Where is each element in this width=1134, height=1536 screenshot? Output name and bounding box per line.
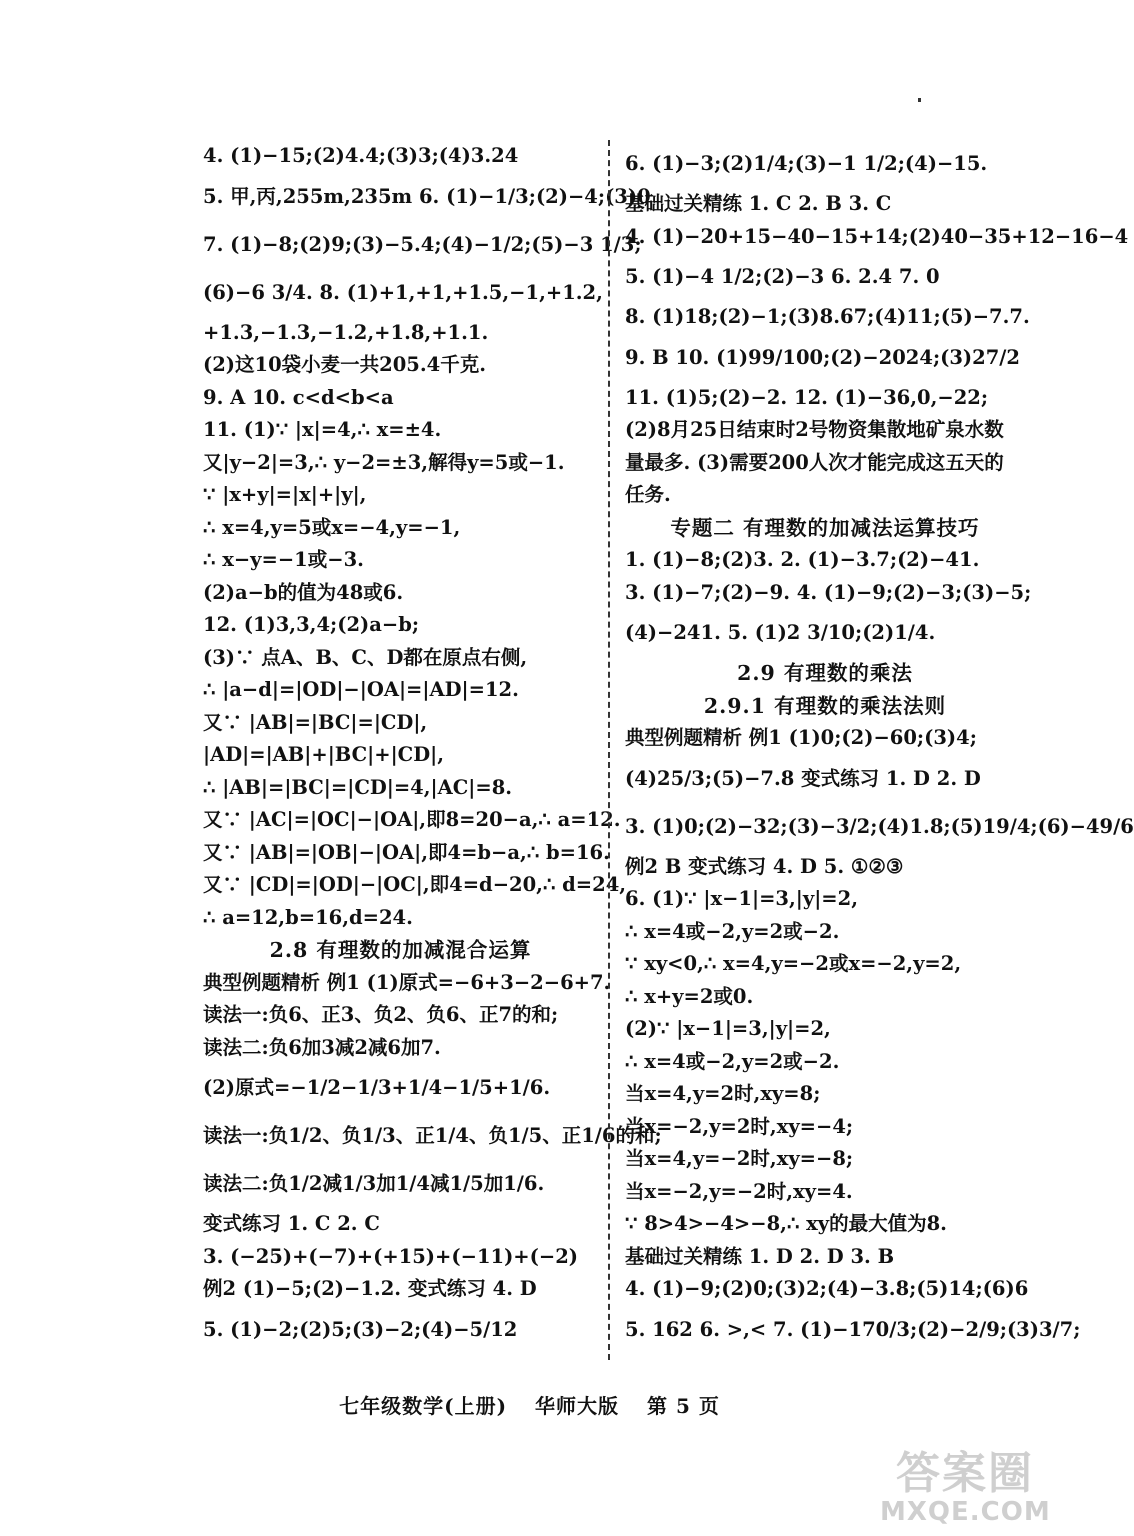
answer-line: 读法二:负6加3减2减6加7.	[203, 1035, 441, 1059]
speck	[918, 98, 921, 102]
answer-line: 又∵ |AB|=|BC|=|CD|,	[203, 710, 428, 734]
watermark-logo	[880, 1450, 1050, 1530]
answer-line: 4. (1)−9;(2)0;(3)2;(4)−3.8;(5)14;(6)6	[625, 1277, 1029, 1300]
answer-line: 9. B 10. (1)99/100;(2)−2024;(3)27/2	[625, 345, 1020, 369]
answer-line: 3. (1)−7;(2)−9. 4. (1)−9;(2)−3;(3)−5;	[625, 580, 1032, 604]
answer-line: 当x=−2,y=2时,xy=−4;	[625, 1114, 854, 1138]
answer-line: +1.3,−1.3,−1.2,+1.8,+1.1.	[203, 320, 489, 344]
answer-line: 1. (1)−8;(2)3. 2. (1)−3.7;(2)−41.	[625, 548, 980, 571]
answer-line: 读法二:负1/2减1/3加1/4减1/5加1/6.	[203, 1172, 545, 1195]
answer-line: 11. (1)5;(2)−2. 12. (1)−36,0,−22;	[625, 385, 989, 409]
answer-line: ∴ |a−d|=|OD|−|OA|=|AD|=12.	[203, 678, 519, 701]
answer-line: (3)∵ 点A、B、C、D都在原点右侧,	[203, 645, 528, 669]
watermark-url: MXQE.COM	[880, 1497, 1051, 1527]
answer-line: 基础过关精练 1. D 2. D 3. B	[625, 1244, 895, 1268]
answer-line: 5. 甲,丙,255m,235m 6. (1)−1/3;(2)−4;(3)0	[203, 184, 651, 208]
answer-line: 当x=4,y=2时,xy=8;	[625, 1082, 821, 1105]
answer-line: ∵ xy<0,∴ x=4,y=−2或x=−2,y=2,	[625, 952, 962, 975]
answer-line: 12. (1)3,3,4;(2)a−b;	[203, 613, 420, 636]
answer-line: 又∵ |AB|=|OB|−|OA|,即4=b−a,∴ b=16.	[203, 840, 610, 864]
answer-line: 例2 (1)−5;(2)−1.2. 变式练习 4. D	[203, 1277, 537, 1300]
answer-line: ∵ 8>4>−4>−8,∴ xy的最大值为8.	[625, 1212, 947, 1235]
section-heading: 2.9 有理数的乘法	[737, 661, 913, 685]
watermark-text: 答案圈	[896, 1448, 1034, 1499]
answer-line: 当x=−2,y=−2时,xy=4.	[625, 1179, 853, 1203]
answer-line: (6)−6 3/4. 8. (1)+1,+1,+1.5,−1,+1.2,	[203, 280, 603, 304]
answer-line: (2)这10袋小麦一共205.4千克.	[203, 353, 487, 376]
answer-line: ∴ |AB|=|BC|=|CD|=4,|AC|=8.	[203, 775, 513, 799]
answer-line: ∴ a=12,b=16,d=24.	[203, 905, 413, 929]
answer-line: 6. (1)−3;(2)1/4;(3)−1 1/2;(4)−15.	[625, 152, 988, 175]
answer-line: ∴ x=4或−2,y=2或−2.	[625, 919, 840, 943]
answer-line: 典型例题精析 例1 (1)0;(2)−60;(3)4;	[625, 726, 977, 749]
answer-line: 又∵ |CD|=|OD|−|OC|,即4=d−20,∴ d=24,	[203, 873, 627, 896]
answer-line: 基础过关精练 1. C 2. B 3. C	[625, 192, 892, 215]
answer-line: (2)原式=−1/2−1/3+1/4−1/5+1/6.	[203, 1076, 551, 1099]
answer-line: ∴ x+y=2或0.	[625, 984, 754, 1008]
section-heading: 专题二 有理数的加减法运算技巧	[670, 515, 980, 540]
answer-line: 又|y−2|=3,∴ y−2=±3,解得y=5或−1.	[203, 450, 565, 474]
answer-line: 6. (1)∵ |x−1|=3,|y|=2,	[625, 887, 858, 910]
answer-line: 5. (1)−4 1/2;(2)−3 6. 2.4 7. 0	[625, 265, 940, 288]
answer-line: 变式练习 1. C 2. C	[203, 1212, 380, 1235]
answer-line: 当x=4,y=−2时,xy=−8;	[625, 1147, 854, 1170]
answer-line: 量最多. (3)需要200人次才能完成这五天的	[625, 450, 1004, 474]
answer-line: (2)∵ |x−1|=3,|y|=2,	[625, 1017, 831, 1040]
answer-line: 任务.	[625, 483, 671, 506]
answer-line: 4. (1)−15;(2)4.4;(3)3;(4)3.24	[203, 144, 519, 167]
right-column	[625, 140, 1134, 1354]
answer-line: 8. (1)18;(2)−1;(3)8.67;(4)11;(5)−7.7.	[625, 305, 1030, 328]
answer-line: |AD|=|AB|+|BC|+|CD|,	[203, 743, 444, 766]
answer-line: 4. (1)−20+15−40−15+14;(2)40−35+12−16−4	[625, 224, 1129, 248]
answer-line: ∵ |x+y|=|x|+|y|,	[203, 483, 367, 506]
answer-line: 典型例题精析 例1 (1)原式=−6+3−2−6+7.	[203, 970, 611, 994]
answer-line: 3. (1)0;(2)−32;(3)−3/2;(4)1.8;(5)19/4;(6)−49/6	[625, 814, 1134, 838]
column-divider	[608, 140, 610, 1360]
answer-line: ∴ x=4,y=5或x=−4,y=−1,	[203, 515, 461, 539]
answer-line: (4)25/3;(5)−7.8 变式练习 1. D 2. D	[625, 766, 981, 790]
answer-line: 读法一:负6、正3、负2、负6、正7的和;	[203, 1003, 559, 1026]
answer-line: 9. A 10. c<d<b<a	[203, 385, 394, 409]
section-heading: 2.8 有理数的加减混合运算	[269, 938, 532, 962]
footer-page-number: 第 5 页	[647, 1394, 720, 1418]
answer-line: 5. (1)−2;(2)5;(3)−2;(4)−5/12	[203, 1317, 518, 1341]
answer-line: (4)−241. 5. (1)2 3/10;(2)1/4.	[625, 621, 936, 644]
answer-line: (2)a−b的值为48或6.	[203, 580, 404, 604]
answer-line: 5. 162 6. >,< 7. (1)−170/3;(2)−2/9;(3)3/7;	[625, 1317, 1081, 1341]
answer-line: 例2 B 变式练习 4. D 5. ①②③	[625, 854, 904, 878]
footer-edition: 华师大版	[535, 1394, 620, 1418]
page-footer	[0, 1390, 1059, 1419]
answer-line: ∴ x=4或−2,y=2或−2.	[625, 1049, 840, 1073]
answer-line: (2)8月25日结束时2号物资集散地矿泉水数	[625, 418, 1004, 441]
subsection-heading: 2.9.1 有理数的乘法法则	[703, 693, 947, 718]
answer-line: 11. (1)∵ |x|=4,∴ x=±4.	[203, 418, 442, 441]
answer-line: ∴ x−y=−1或−3.	[203, 548, 364, 571]
answer-line: 又∵ |AC|=|OC|−|OA|,即8=20−a,∴ a=12.	[203, 808, 621, 831]
answer-line: 读法一:负1/2、负1/3、正1/4、负1/5、正1/6的和;	[203, 1124, 662, 1147]
footer-book: 七年级数学(上册)	[339, 1394, 508, 1418]
answer-line: 7. (1)−8;(2)9;(3)−5.4;(4)−1/2;(5)−3 1/3;	[203, 232, 642, 256]
answer-line: 3. (−25)+(−7)+(+15)+(−11)+(−2)	[203, 1244, 579, 1268]
